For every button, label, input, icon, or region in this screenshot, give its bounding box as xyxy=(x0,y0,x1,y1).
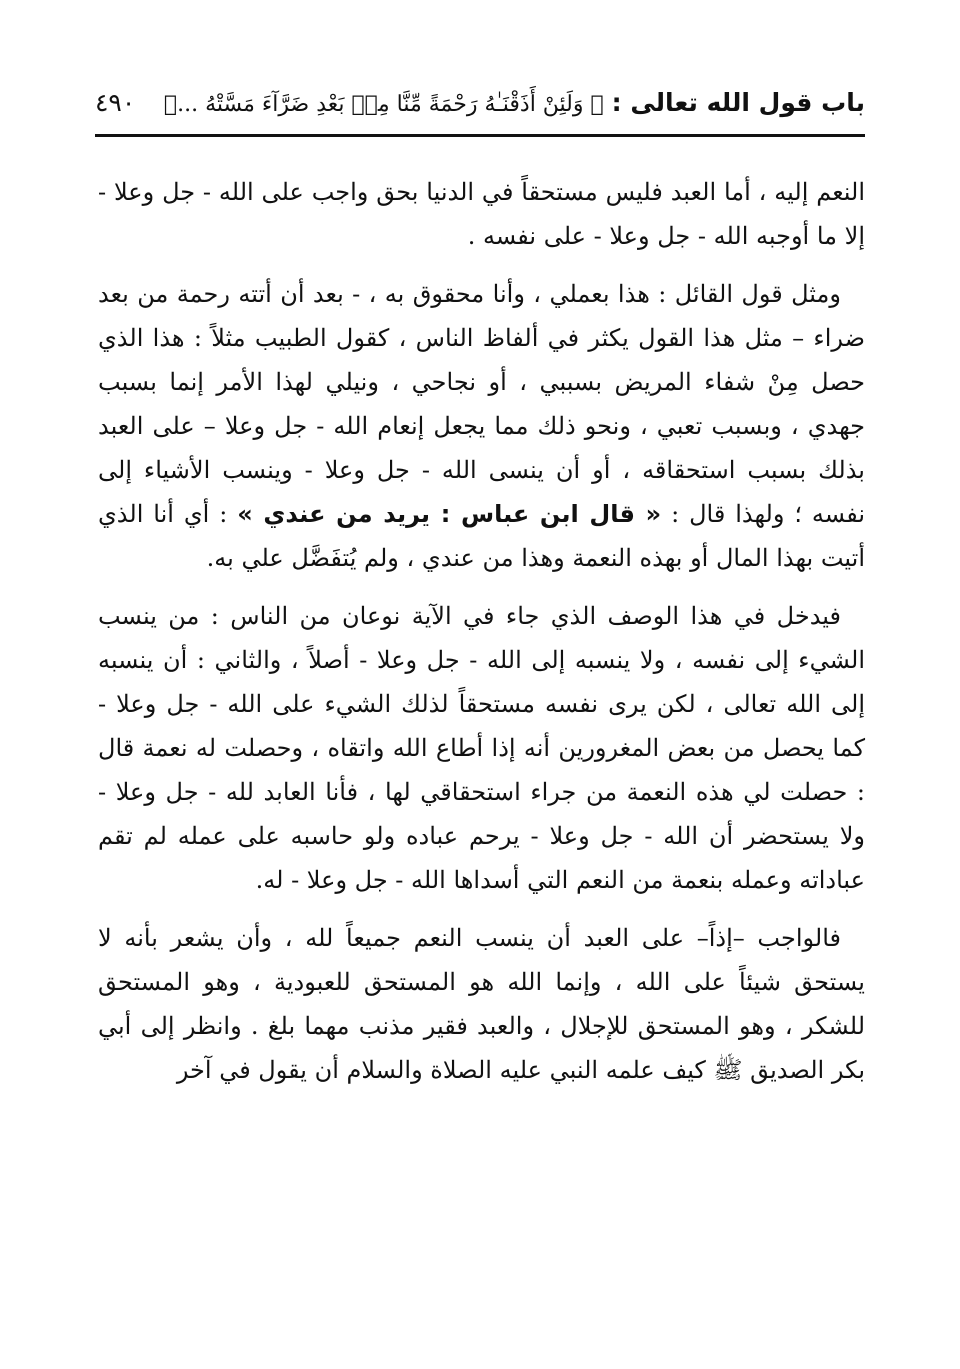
header-title xyxy=(164,88,865,117)
ibn-abbas-quote: « قال ابن عباس : يريد من عندي » xyxy=(237,500,662,528)
paragraph-text: ومثل قول القائل : هذا بعملي ، وأنا محقوق به ، - بعد أن أتته رحمة من بعد ضراء – مثل هذا القول يكثر في ألفاظ الناس ، كقول الطبيب مثلاً : هذا الذي حصل مِنْ شفاء المريض بسببي ، أو نجاحي ، ونيلي لهذا الأمر إنما بسبب جهدي ، وبسبب تعبي ، ونحو ذلك مما يجعل إنعام الله - جل وعلا – على العبد بذلك بسبب استحقاقه ، أو أن ينسى الله - جل وعلا - وينسب الأشياء إلى نفسه ؛ ولهذا قال : xyxy=(98,280,866,528)
paragraph-text: فالواجب –إذاً– على العبد أن ينسب النعم جميعاً لله ، وأن يشعر بأنه لا يستحق شيئاً على الله ، وإنما الله هو المستحق للعبودية ، وهو المستحق للشكر ، وهو المستحق للإجلال ، والعبد فقير مذنب مهما بلغ . وانظر إلى أبي بكر الصديق ﷺ كيف علمه النبي عليه الصلاة والسلام أن يقول في آخر xyxy=(98,924,865,1084)
body-text xyxy=(98,170,865,1106)
page-number: ٤٩٠ xyxy=(95,88,136,117)
paragraph-text-after-quote: : أي أنا الذي أتيت بهذا المال أو بهذه النعمة وهذا من عندي ، ولم يُتفَضَّل علي به. xyxy=(98,500,865,572)
running-header xyxy=(95,80,865,128)
header-verse: ﴿ وَلَئِنْ أَذَقْنَـٰهُ رَحْمَةً مِّنَّا مِنۢ بَعْدِ ضَرَّآءَ مَسَّتْهُ ...﴾ xyxy=(163,92,604,117)
paragraph xyxy=(98,916,865,1092)
chapter-title: باب قول الله تعالى : xyxy=(611,88,865,117)
paragraph-text: النعم إليه ، أما العبد فليس مستحقاً في الدنيا بحق واجب على الله - جل وعلا - إلا ما أوجبه الله - جل وعلا - على نفسه . xyxy=(98,178,865,250)
paragraph xyxy=(98,170,865,258)
paragraph-text: فيدخل في هذا الوصف الذي جاء في الآية نوعان من الناس : من ينسب الشيء إلى نفسه ، ولا ينسبه إلى الله - جل وعلا - أصلاً ، والثاني : أن ينسبه إلى الله تعالى ، لكن يرى نفسه مستحقاً لذلك الشيء على الله - جل وعلا - كما يحصل من بعض المغرورين أنه إذا أطاع الله واتقاه ، وحصلت له نعمة قال : حصلت لي هذه النعمة من جراء استحقاقي لها ، فأنا العابد لله - جل وعلا - ولا يستحضر أن الله - جل وعلا - يرحم عباده ولو حاسبه على عمله لم تقم عباداته وعمله بنعمة من النعم التي أسداها الله - جل وعلا - له. xyxy=(98,602,865,894)
paragraph xyxy=(98,272,865,580)
header-divider xyxy=(95,134,865,137)
paragraph xyxy=(98,594,865,902)
